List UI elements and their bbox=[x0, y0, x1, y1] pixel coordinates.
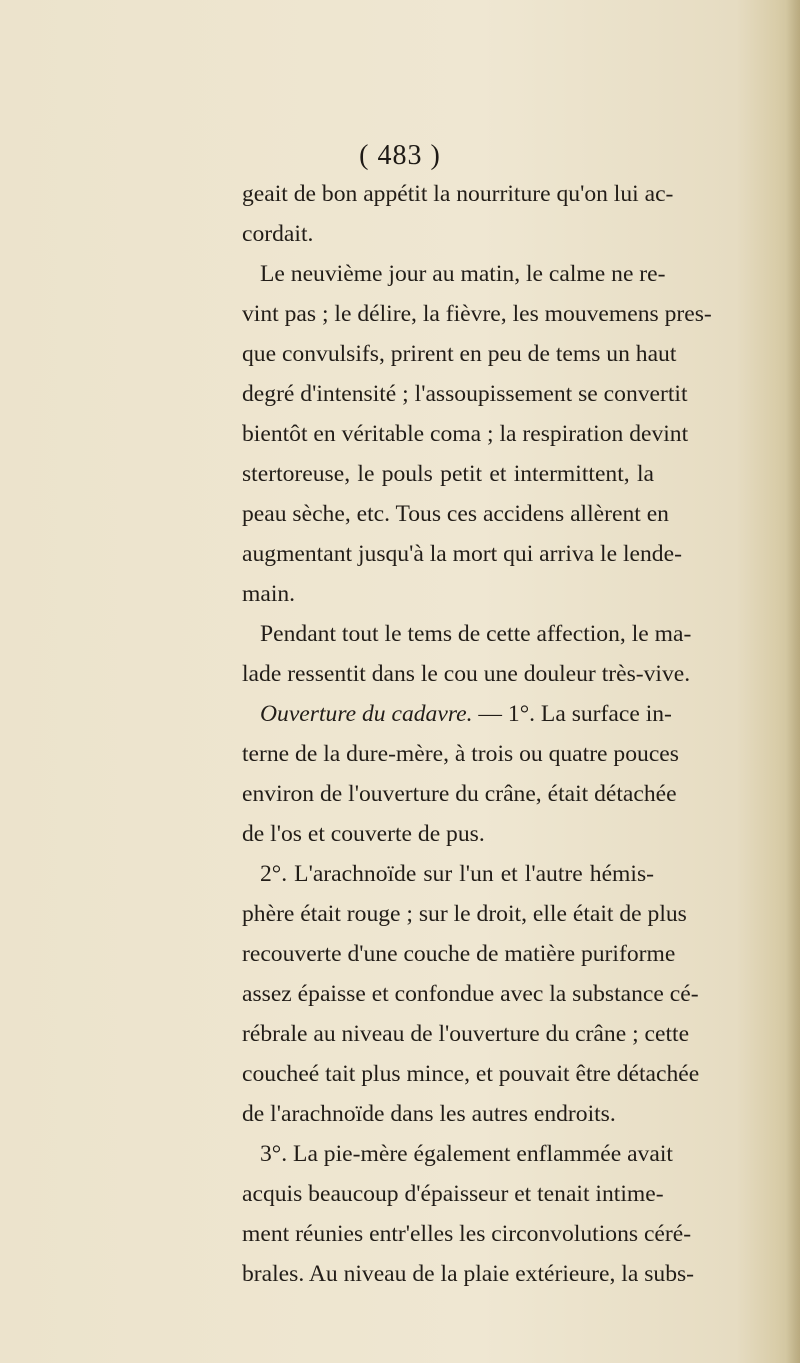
text-line: augmentant jusqu'à la mort qui arriva le lende- bbox=[242, 541, 682, 567]
text-line: assez épaisse et confondue avec la substance cé- bbox=[242, 981, 699, 1007]
text-line: de l'arachnoïde dans les autres endroits. bbox=[242, 1101, 616, 1127]
text-line: Le neuvième jour au matin, le calme ne re- bbox=[260, 261, 666, 287]
text-line: recouverte d'une couche de matière puriforme bbox=[242, 941, 676, 967]
text-line: degré d'intensité ; l'assoupissement se convertit bbox=[242, 381, 688, 407]
text-line: peau sèche, etc. Tous ces accidens allèrent en bbox=[242, 501, 669, 527]
page-edge-shadow bbox=[786, 0, 800, 1363]
text-line: Pendant tout le tems de cette affection, le ma- bbox=[260, 621, 692, 647]
body-text bbox=[242, 174, 712, 1294]
text-line: stertoreuse, le pouls petit et intermittent, la bbox=[242, 461, 654, 487]
text-line: ment réunies entr'elles les circonvolutions céré- bbox=[242, 1221, 692, 1247]
text-line: acquis beaucoup d'épaisseur et tenait intime- bbox=[242, 1181, 664, 1207]
text-line: 3°. La pie-mère également enflammée avait bbox=[260, 1141, 673, 1167]
section-heading-italic: Ouverture du cadavre. bbox=[260, 701, 473, 727]
text-line: bientôt en véritable coma ; la respiration devint bbox=[242, 421, 689, 447]
text-line: geait de bon appétit la nourriture qu'on lui ac- bbox=[242, 181, 674, 207]
text-line bbox=[242, 694, 672, 734]
text-line: terne de la dure-mère, à trois ou quatre pouces bbox=[242, 741, 679, 767]
text-line: cordait. bbox=[242, 221, 314, 247]
text-line-rest: — 1°. La surface in- bbox=[472, 701, 672, 727]
text-line: 2°. L'arachnoïde sur l'un et l'autre hémis- bbox=[260, 861, 654, 887]
text-line: rébrale au niveau de l'ouverture du crâne ; cette bbox=[242, 1021, 690, 1047]
text-line: main. bbox=[242, 581, 296, 607]
text-line: de l'os et couverte de pus. bbox=[242, 821, 485, 847]
text-line: brales. Au niveau de la plaie extérieure, la subs- bbox=[242, 1261, 695, 1287]
page-number: ( 483 ) bbox=[359, 140, 441, 171]
text-line: phère était rouge ; sur le droit, elle était de plus bbox=[242, 901, 687, 927]
text-line: lade ressentit dans le cou une douleur très-vive. bbox=[242, 661, 691, 687]
text-line: que convulsifs, prirent en peu de tems un haut bbox=[242, 341, 677, 367]
text-line: environ de l'ouverture du crâne, était détachée bbox=[242, 781, 677, 807]
text-line: coucheé tait plus mince, et pouvait être détachée bbox=[242, 1061, 700, 1087]
text-line: vint pas ; le délire, la fièvre, les mouvemens pres- bbox=[242, 301, 712, 327]
